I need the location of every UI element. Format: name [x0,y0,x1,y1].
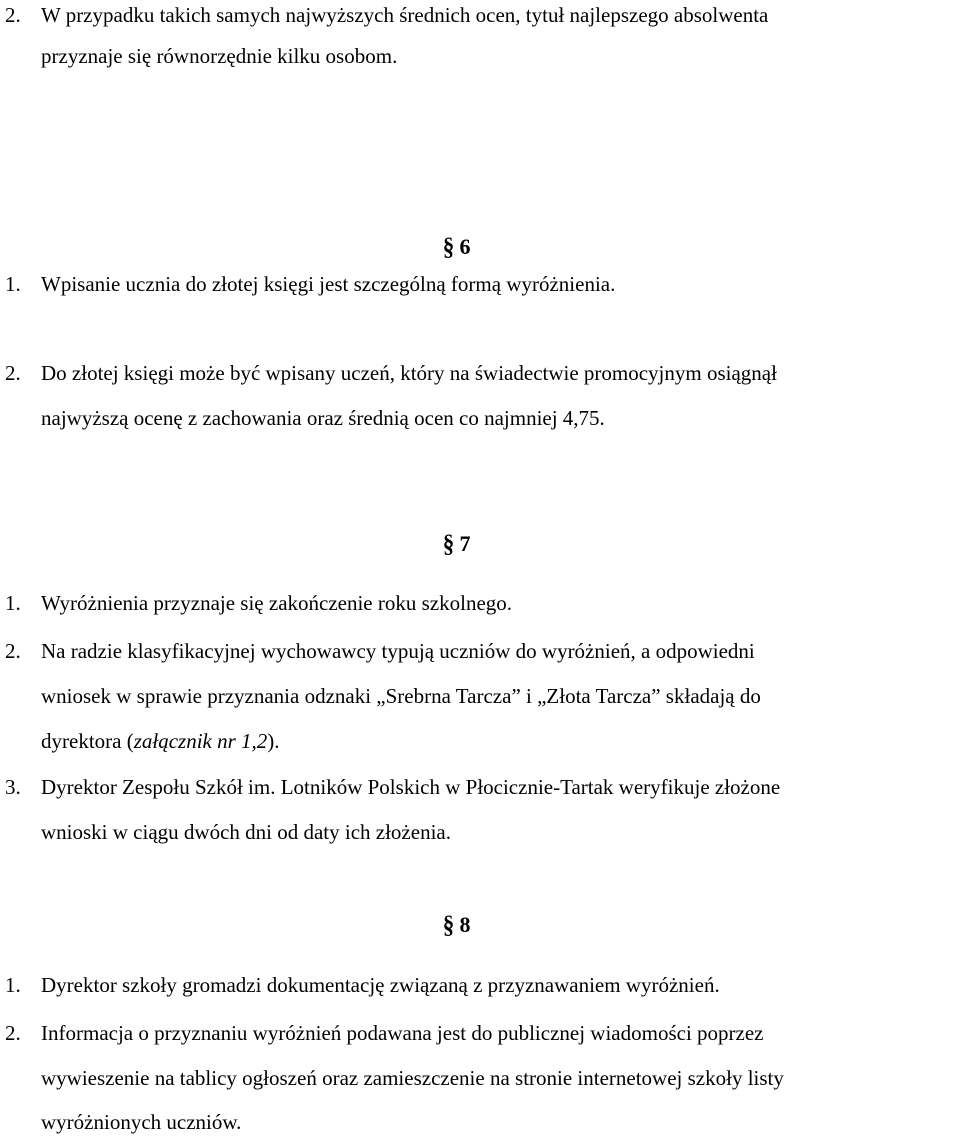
item-text-continued: wyróżnionych uczniów. [41,1110,242,1134]
item-text-continued [41,718,280,764]
item-text: Wpisanie ucznia do złotej księgi jest szczególną formą wyróżnienia. [41,272,616,296]
item-text: Na radzie klasyfikacyjnej wychowawcy typują uczniów do wyróżnień, a odpowiedni [41,639,755,663]
item-number: 3. [5,775,21,799]
item-number: 2. [5,361,21,385]
item-text: Do złotej księgi może być wpisany uczeń, który na świadectwie promocyjnym osiągnął [41,361,777,385]
item-number: 2. [5,639,21,663]
attachment-reference: załącznik nr 1,2 [133,729,268,753]
section-heading-8 [443,902,471,948]
item-text: Dyrektor Zespołu Szkół im. Lotników Polskich w Płocicznie-Tartak weryfikuje złożone [41,775,781,799]
item-text-continued: przyznaje się równorzędnie kilku osobom. [41,44,398,68]
item-text-continued: wywieszenie na tablicy ogłoszeń oraz zamieszczenie na stronie internetowej szkoły listy [41,1066,784,1090]
item-number: 1. [5,973,21,997]
section-symbol: § [442,232,455,261]
text-fragment: dyrektora ( [41,729,134,753]
item-text: Wyróżnienia przyznaje się zakończenie roku szkolnego. [41,591,513,615]
item-text: Informacja o przyznaniu wyróżnień podawana jest do publicznej wiadomości poprzez [41,1021,764,1045]
item-number: 1. [5,272,21,296]
section-symbol: § [442,910,455,939]
item-text-continued: wnioski w ciągu dwóch dni od daty ich złożenia. [41,820,451,844]
section-number: 6 [459,234,471,259]
item-text: Dyrektor szkoły gromadzi dokumentację związaną z przyznawaniem wyróżnień. [41,973,720,997]
section-number: 8 [459,912,471,937]
text-fragment: ). [267,729,280,753]
item-text-continued: wniosek w sprawie przyznania odznaki „Srebrna Tarcza” i „Złota Tarcza” składają do [41,684,761,708]
section-heading-7 [443,521,471,567]
section-symbol: § [442,529,455,558]
section-number: 7 [459,531,471,556]
item-text-continued: najwyższą ocenę z zachowania oraz średnią ocen co najmniej 4,75. [41,406,605,430]
item-text: W przypadku takich samych najwyższych średnich ocen, tytuł najlepszego absolwenta [41,3,769,27]
item-number: 2. [5,3,21,27]
item-number: 1. [5,591,21,615]
item-number: 2. [5,1021,21,1045]
